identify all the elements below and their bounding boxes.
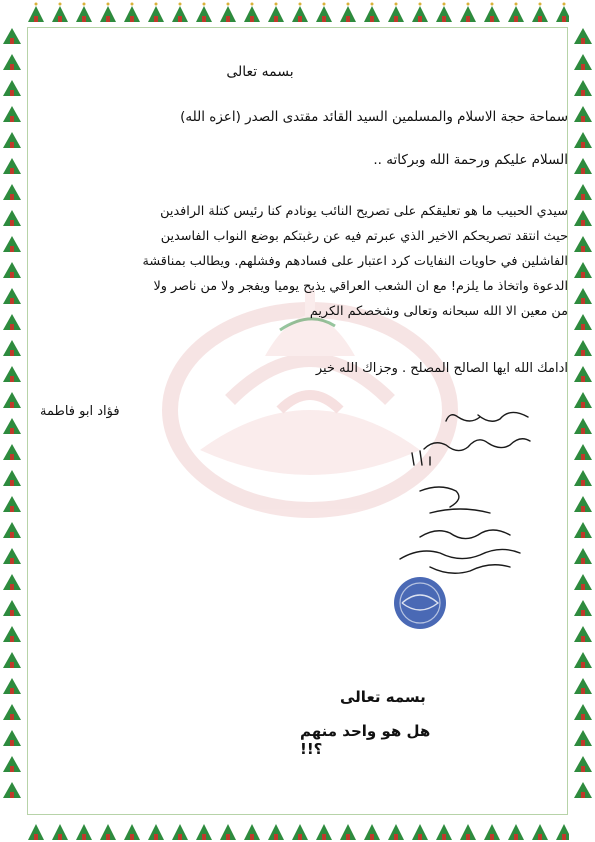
body-line: الدعوة واتخاذ ما يلزم! مع ان الشعب العراقي يذبح يوميا ويفجر ولا من ناصر ولا [153, 279, 568, 294]
typed-reply-title: بسمه تعالى [340, 688, 426, 706]
decorative-border-top [0, 0, 595, 26]
typed-reply-question: هل هو واحد منهم ؟!! [300, 722, 431, 758]
decorative-border-right [569, 0, 595, 842]
signature-name-stroke [420, 530, 510, 539]
signature-stroke [420, 487, 490, 513]
handwritten-question-stroke [412, 439, 530, 465]
decorative-border-bottom [0, 816, 595, 842]
letter-greeting: السلام عليكم ورحمة الله وبركاته .. [373, 152, 568, 168]
letter-title: بسمه تعالى [226, 64, 294, 80]
body-line: حيث انتقد تصريحكم الاخير الذي عبرتم فيه عن رغبتكم بوضع النواب الفاسدين [160, 229, 568, 244]
handwritten-header-stroke [446, 412, 528, 421]
handwritten-reply [360, 395, 540, 655]
letter-body [44, 199, 568, 324]
body-line: الفاشلين في حاويات النفايات كرد اعتبار على فسادهم وفشلهم. ويطالب بمناقشة [142, 254, 568, 269]
letter-sender: فؤاد ابو فاطمة [40, 404, 120, 419]
official-seal [394, 577, 446, 629]
date-stroke [400, 549, 520, 573]
body-line: سيدي الحبيب ما هو تعليقكم على تصريح النائب يونادم كنا رئيس كتلة الرافدين [160, 204, 568, 219]
letter-closing: ادامك الله ايها الصالح المصلح . وجزاك الله خير [315, 361, 568, 376]
body-line: من معين الا الله سبحانه وتعالى وشخصكم الكريم [309, 304, 568, 319]
decorative-border-left [0, 0, 26, 842]
letter-salutation: سماحة حجة الاسلام والمسلمين السيد القائد مقتدى الصدر (اعزه الله) [180, 109, 568, 125]
